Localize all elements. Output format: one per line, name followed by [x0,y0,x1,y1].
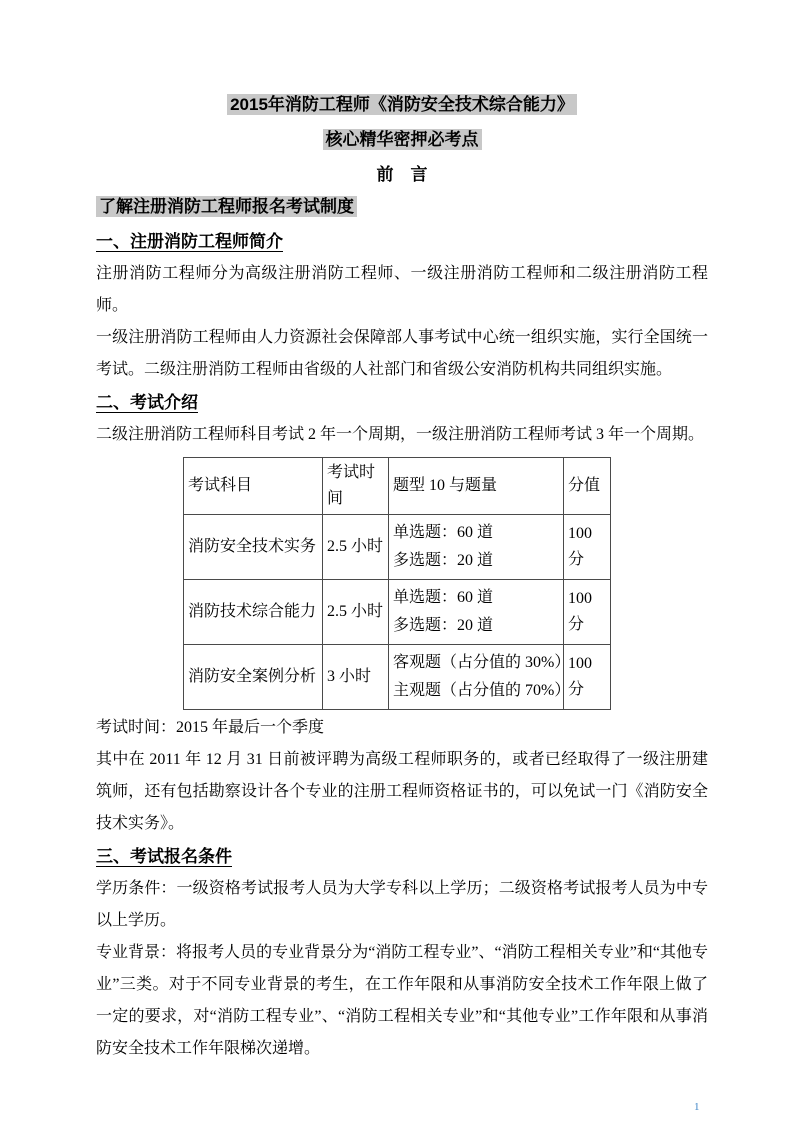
paragraph: 二级注册消防工程师科目考试 2 年一个周期，一级注册消防工程师考试 3 年一个周期。 [96,426,705,443]
paragraph: 一级注册消防工程师由人力资源社会保障部人事考试中心统一组织实施，实行全国统一考试。二级注册消防工程师由省级的人社部门和省级公安消防机构共同组织实施。 [96,329,708,378]
score-cell: 100 分 [564,515,611,580]
exemption-note: 其中在 2011 年 12 月 31 日前被评聘为高级工程师职务的，或者已经取得了一级注册建筑师，还有包括勘察设计各个专业的注册工程师资格证书的，可以免试一门《消防安全技术实务》。 [96,751,708,832]
exam-table [183,457,611,710]
table-header-row [184,458,611,515]
intro-highlight-line [96,192,708,223]
table-row [184,515,611,580]
table-row [184,580,611,645]
section-heading-2: 二、考试介绍 [96,393,198,412]
time-cell: 2.5 小时 [323,515,389,580]
intro-highlight: 了解注册消防工程师报名考试制度 [96,196,357,217]
subject-cell: 消防安全技术实务 [184,515,323,580]
doc-subtitle: 核心精华密押必考点 [323,129,482,150]
paragraph: 学历条件：一级资格考试报考人员为大学专科以上学历；二级资格考试报考人员为中专以上学历。 [96,880,708,929]
header-subject: 考试科目 [184,458,323,515]
header-question-types: 题型 10 与题量 [389,458,564,515]
paragraph: 注册消防工程师分为高级注册消防工程师、一级注册消防工程师和二级注册消防工程师。 [96,265,708,314]
header-time: 考试时间 [323,458,389,515]
questions-cell: 单选题：60 道 多选题：20 道 [389,580,564,645]
score-cell: 100 分 [564,580,611,645]
table-row [184,645,611,710]
section-heading-1: 一、注册消防工程师简介 [96,232,283,251]
page-number: 1 [694,1101,700,1113]
paragraph: 专业背景：将报考人员的专业背景分为“消防工程专业”、“消防工程相关专业”和“其他专业”三类。对于不同专业背景的考生，在工作年限和从事消防安全技术工作年限上做了一定的要求，对“消防工程专业”、“消防工程相关专业”和“其他专业”工作年限和从事消防安全技术工作年限梯次递增。 [96,944,708,1057]
questions-cell: 客观题（占分值的 30%） 主观题（占分值的 70%） [389,645,564,710]
section-heading-3: 三、考试报名条件 [96,847,232,866]
subject-cell: 消防技术综合能力 [184,580,323,645]
time-cell: 2.5 小时 [323,580,389,645]
exam-time-note: 考试时间：2015 年最后一个季度 [96,719,325,736]
doc-subtitle-line [96,125,708,156]
time-cell: 3 小时 [323,645,389,710]
questions-cell: 单选题：60 道 多选题：20 道 [389,515,564,580]
subject-cell: 消防安全案例分析 [184,645,323,710]
preface-heading: 前 言 [376,165,428,184]
score-cell: 100 分 [564,645,611,710]
doc-title-line [96,90,708,121]
doc-title: 2015年消防工程师《消防安全技术综合能力》 [227,94,577,115]
header-score: 分值 [564,458,611,515]
